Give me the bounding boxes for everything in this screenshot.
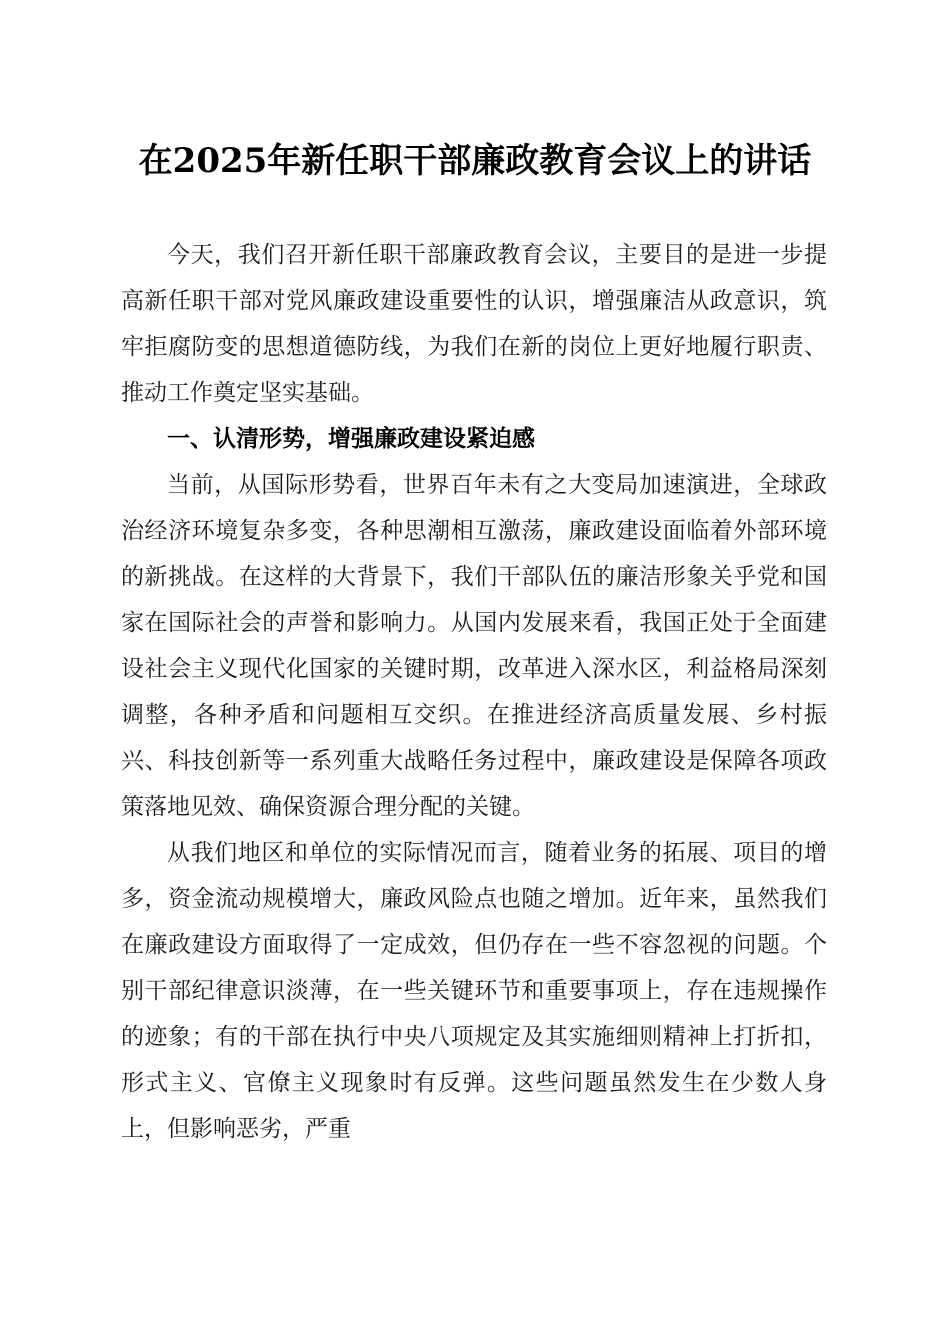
body-paragraph: 当前，从国际形势看，世界百年未有之大变局加速演进，全球政治经济环境复杂多变，各种思潮相互激荡，廉政建设面临着外部环境的新挑战。在这样的大背景下，我们干部队伍的廉洁形象关乎党和国家在国际社会的声誉和影响力。从国内发展来看，我国正处于全面建设社会主义现代化国家的关键时期，改革进入深水区，利益格局深刻调整，各种矛盾和问题相互交织。在推进经济高质量发展、乡村振兴、科技创新等一系列重大战略任务过程中，廉政建设是保障各项政策落地见效、确保资源合理分配的关键。: [121, 472, 827, 820]
document-title: 在2025年新任职干部廉政教育会议上的讲话: [138, 141, 812, 181]
section-heading: 一、认清形势，增强廉政建设紧迫感: [167, 426, 535, 452]
body-paragraph: 从我们地区和单位的实际情况而言，随着业务的拓展、项目的增多，资金流动规模增大，廉政风险点也随之增加。近年来，虽然我们在廉政建设方面取得了一定成效，但仍存在一些不容忽视的问题。个别干部纪律意识淡薄，在一些关键环节和重要事项上，存在违规操作的迹象；有的干部在执行中央八项规定及其实施细则精神上打折扣，形式主义、官僚主义现象时有反弹。这些问题虽然发生在少数人身上，但影响恶劣，严重: [121, 840, 827, 1142]
intro-paragraph: 今天，我们召开新任职干部廉政教育会议，主要目的是进一步提高新任职干部对党风廉政建设重要性的认识，增强廉洁从政意识，筑牢拒腐防变的思想道德防线，为我们在新的岗位上更好地履行职责、推动工作奠定坚实基础。: [121, 242, 827, 406]
document-body: [121, 232, 827, 1152]
